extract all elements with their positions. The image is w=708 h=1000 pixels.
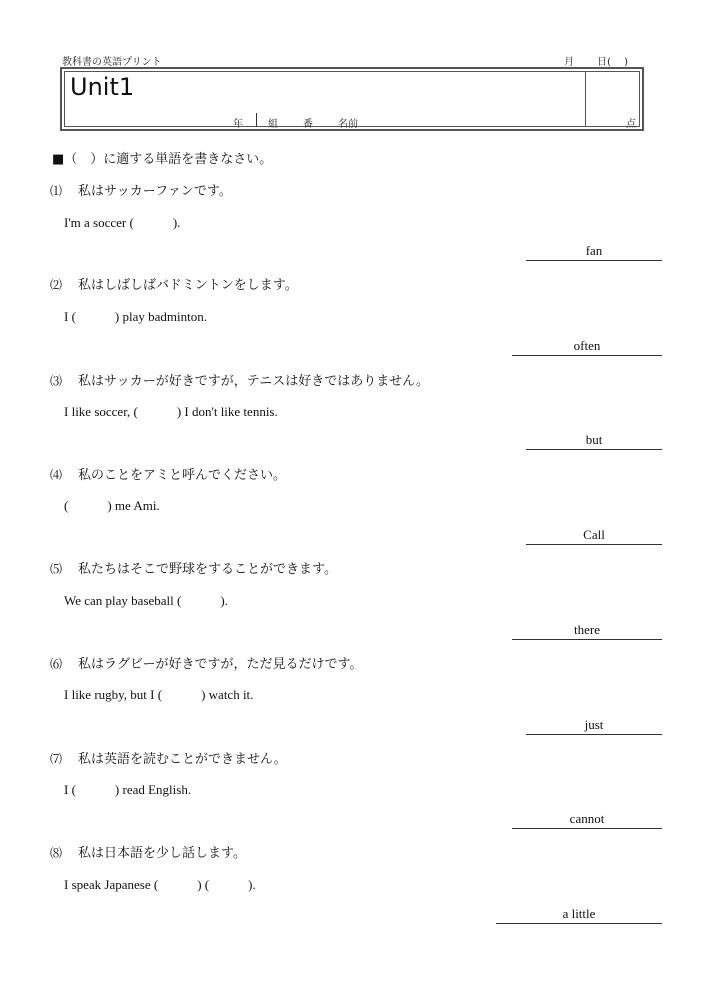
question-text: 私はしばしばバドミントンをします。	[78, 278, 298, 293]
question-text: 私はサッカーファンです。	[78, 184, 232, 199]
question-number: ⑴	[50, 184, 63, 198]
question-en: We can play baseball ( ).	[64, 593, 228, 608]
question-jp	[50, 464, 286, 483]
answer-blank[interactable]: a little	[496, 905, 662, 924]
answer-blank[interactable]: there	[512, 621, 662, 640]
question-number: ⑵	[50, 278, 63, 292]
question-jp	[50, 558, 337, 577]
score-divider	[585, 72, 586, 126]
question-jp	[50, 842, 246, 861]
answer-blank[interactable]: often	[512, 337, 662, 356]
answer-blank[interactable]: cannot	[512, 810, 662, 829]
question-en: I speak Japanese ( ) ( ).	[64, 877, 256, 892]
question-en: I ( ) read English.	[64, 782, 192, 797]
question-number: ⑸	[50, 562, 63, 576]
question-text: 私はサッカーが好きですが，テニスは好きではありません。	[78, 374, 430, 389]
answer-blank[interactable]: Call	[526, 526, 662, 545]
answer-blank[interactable]: just	[526, 716, 662, 735]
question-number: ⑷	[50, 468, 63, 482]
question-jp	[50, 370, 429, 389]
answer-blank[interactable]: fan	[526, 242, 662, 261]
question-en: ( ) me Ami.	[64, 498, 160, 513]
question-en: I like soccer, ( ) I don't like tennis.	[64, 404, 278, 419]
name-label: 名前	[338, 119, 358, 130]
question-text: 私のことをアミと呼んでください。	[78, 468, 287, 483]
question-en: I like rugby, but I ( ) watch it.	[64, 687, 254, 702]
question-text: 私は英語を読むことができません。	[78, 752, 287, 767]
question-text: 私はラグビーが好きですが，ただ見るだけです。	[78, 657, 363, 672]
question-number: ⑶	[50, 374, 63, 388]
question-number: ⑹	[50, 657, 63, 671]
question-number: ⑻	[50, 846, 63, 860]
question-jp	[50, 180, 232, 199]
question-en: I ( ) play badminton.	[64, 309, 207, 324]
unit-title: Unit1	[70, 73, 135, 101]
question-jp	[50, 274, 298, 293]
question-text: 私たちはそこで野球をすることができます。	[78, 562, 337, 577]
number-label: 番	[303, 119, 313, 130]
print-label: 教科書の英語プリント	[62, 57, 162, 68]
score-label: 点	[626, 119, 636, 130]
instruction: ■（ ）に適する単語を書きなさい。	[52, 152, 273, 167]
meta-separator	[256, 113, 257, 127]
answer-blank[interactable]: but	[526, 431, 662, 450]
month-label: 月	[564, 57, 574, 68]
class-label: 組	[268, 119, 278, 130]
question-jp	[50, 748, 287, 767]
question-number: ⑺	[50, 752, 63, 766]
question-en: I'm a soccer ( ).	[64, 215, 181, 230]
day-label: 日( )	[597, 57, 628, 68]
year-label: 年	[233, 119, 243, 130]
question-jp	[50, 653, 362, 672]
question-text: 私は日本語を少し話します。	[78, 846, 246, 861]
